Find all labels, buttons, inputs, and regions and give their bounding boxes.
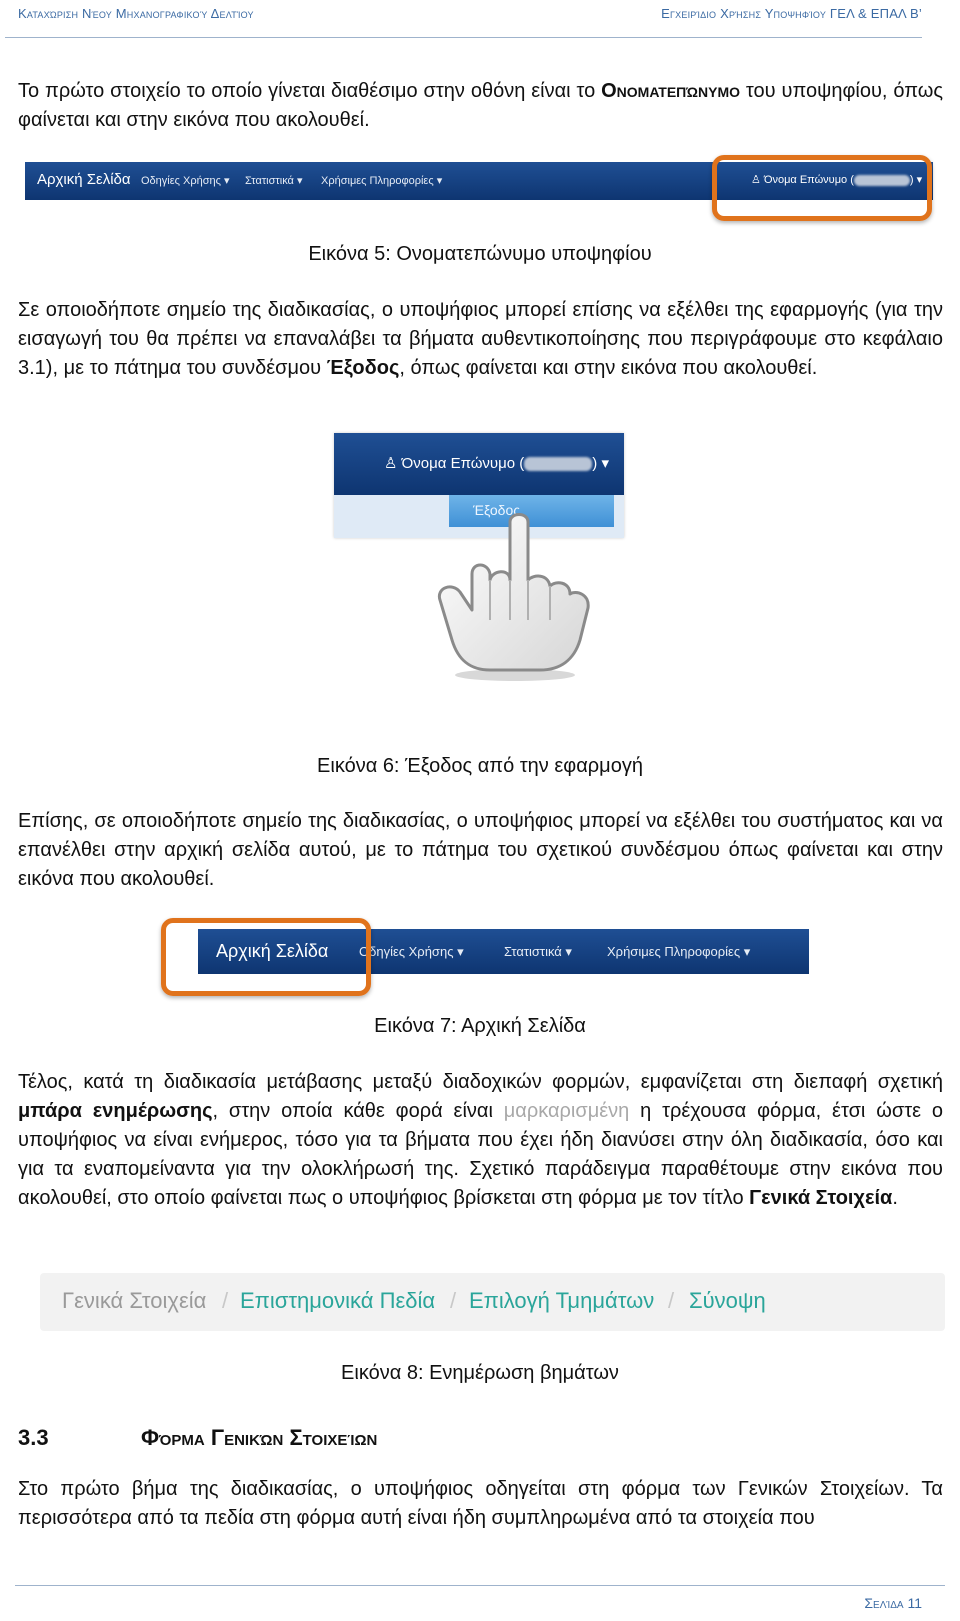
paragraph-home [18,807,943,894]
p5-text: Στο πρώτο βήμα της διαδικασίας, ο υποψήφιος οδηγείται στη φόρμα των Γενικών Στοιχείων. Τα περισσότερα από τα πεδία στη φόρμα αυτή είναι ήδη συμπληρωμένα από τα στοιχεία που [18,1478,943,1529]
fig6-navbar [334,433,624,495]
p4-text-3: η τρέχουσα φόρμα, έτσι ώστε ο υποψήφιος να είναι ενήμερος, τόσο για τα βήματα που έχει ήδη διανύσει στην όλη διαδικασία, όσο και για τα εναπομείναντα για την ολοκλήρωσή της. Σχετικό παράδειγμα παραθέτουμε στην εικόνα που ακολουθεί, στο οποίο φαίνεται πως ο υποψήφιος βρίσκεται στη φόρμα με τον τίτλο [18,1100,943,1209]
p2-text-before: Σε οποιοδήποτε σημείο της διαδικασίας, ο υποψήφιος μπορεί επίσης να εξέλθει της εφαρμογής (για την εισαγωγή του θα πρέπει να επαναλάβει τα βήματα αυθεντικοποίησης που περιγράφουμε στο κεφάλαιο 3.1), με το πάτημα του συνδέσμου [18,299,943,379]
step-general-info: Γενικά Στοιχεία [62,1288,207,1313]
fig6-caption: Εικόνα 6: Έξοδος από την εφαρμογή [317,755,643,777]
fig8-caption: Εικόνα 8: Ενημέρωση βημάτων [341,1362,619,1384]
step-separator: / [668,1288,675,1313]
header-divider [5,37,922,38]
fig6-user-caret: ) ▾ [592,455,609,472]
section-number: 3.3 [18,1425,49,1450]
paragraph-progress-bar [18,1068,943,1213]
page-header [0,0,960,40]
fig5-user-name: Όνομα Επώνυμο ( [763,174,854,186]
p1-bold-term: Ονοματεπώνυμο [601,80,741,102]
p1-text-after: του υποψηφίου, όπως φαίνεται και στην εικόνα που ακολουθεί. [18,80,943,131]
p4-text-2: , στην οποία κάθε φορά είναι [212,1100,504,1122]
fig5-user-caret: ) ▾ [909,174,923,186]
user-icon: ♙ [751,174,761,186]
fig7-caption: Εικόνα 7: Αρχική Σελίδα [374,1015,586,1037]
fig6-logout-link[interactable]: Έξοδος [473,502,520,518]
fig5-nav-instructions[interactable]: Οδηγίες Χρήσης ▾ [141,175,230,187]
paragraph-fullname [18,77,943,135]
step-separator: / [222,1288,229,1313]
fig5-nav-statistics[interactable]: Στατιστικά ▾ [245,175,303,187]
user-icon: ♙ [384,455,398,472]
pointing-hand-icon [430,510,600,685]
fig5-brand-link[interactable]: Αρχική Σελίδα [37,171,131,188]
step-department-selection[interactable]: Επιλογή Τμημάτων [469,1288,655,1313]
fig7-home-link[interactable]: Αρχική Σελίδα [216,941,329,961]
fig6-blurred-id [524,457,592,471]
fig5-caption: Εικόνα 5: Ονοματεπώνυμο υποψηφίου [308,243,652,265]
fig6-user-menu[interactable] [384,454,609,472]
fig5-nav-useful-info[interactable]: Χρήσιμες Πληροφορίες ▾ [321,175,443,187]
header-manual-title: Εγχειρίδιο Χρήσης Υποψηφίου ΓΕΛ & ΕΠΑΛ Β’ [661,6,922,21]
page-number: Σελίδα 11 [864,1595,922,1611]
fig7-nav-statistics[interactable]: Στατιστικά ▾ [504,944,572,959]
fig7-nav-useful-info[interactable]: Χρήσιμες Πληροφορίες ▾ [607,944,751,959]
paragraph-general-form [18,1475,943,1533]
p4-bold-general-info: Γενικά Στοιχεία [749,1187,893,1209]
header-doc-title: Καταχώριση Νέου Μηχανογραφικού Δελτίου [18,6,254,21]
section-title: Φόρμα Γενικών Στοιχείων [141,1425,378,1450]
p1-text-before: Το πρώτο στοιχείο το οποίο γίνεται διαθέσιμο στην οθόνη είναι το [18,80,602,102]
fig6-user-name: Όνομα Επώνυμο ( [401,455,525,472]
p4-text-4: . [892,1187,898,1209]
p2-text-after: , όπως φαίνεται και στην εικόνα που ακολουθεί. [399,357,818,379]
p4-text-1: Τέλος, κατά τη διαδικασία μετάβασης μεταξύ διαδοχικών φορμών, εμφανίζεται στη διεπαφή σχετική [18,1071,943,1093]
p4-bold-progress-bar: μπάρα ενημέρωσης [18,1100,213,1122]
p4-grey-highlighted: μαρκαρισμένη [503,1100,630,1122]
fig7-nav-instructions[interactable]: Οδηγίες Χρήσης ▾ [359,944,464,959]
p3-text: Επίσης, σε οποιοδήποτε σημείο της διαδικασίας, ο υποψήφιος μπορεί να εξέλθει του συστήματος και να επανέλθει στην αρχική σελίδα αυτού, με το πάτημα του σχετικού συνδέσμου όπως φαίνεται και στην εικόνα που ακολουθεί. [18,810,943,890]
footer-divider [15,1585,945,1586]
step-scientific-fields[interactable]: Επιστημονικά Πεδία [240,1288,436,1313]
fig5-highlight-box [712,155,932,221]
paragraph-logout [18,296,943,383]
step-separator: / [450,1288,457,1313]
fig7-highlight-box [161,918,371,996]
fig8-step-breadcrumb [40,1273,945,1331]
p2-bold-term: Έξοδος [326,357,400,379]
step-summary[interactable]: Σύνοψη [689,1288,766,1313]
